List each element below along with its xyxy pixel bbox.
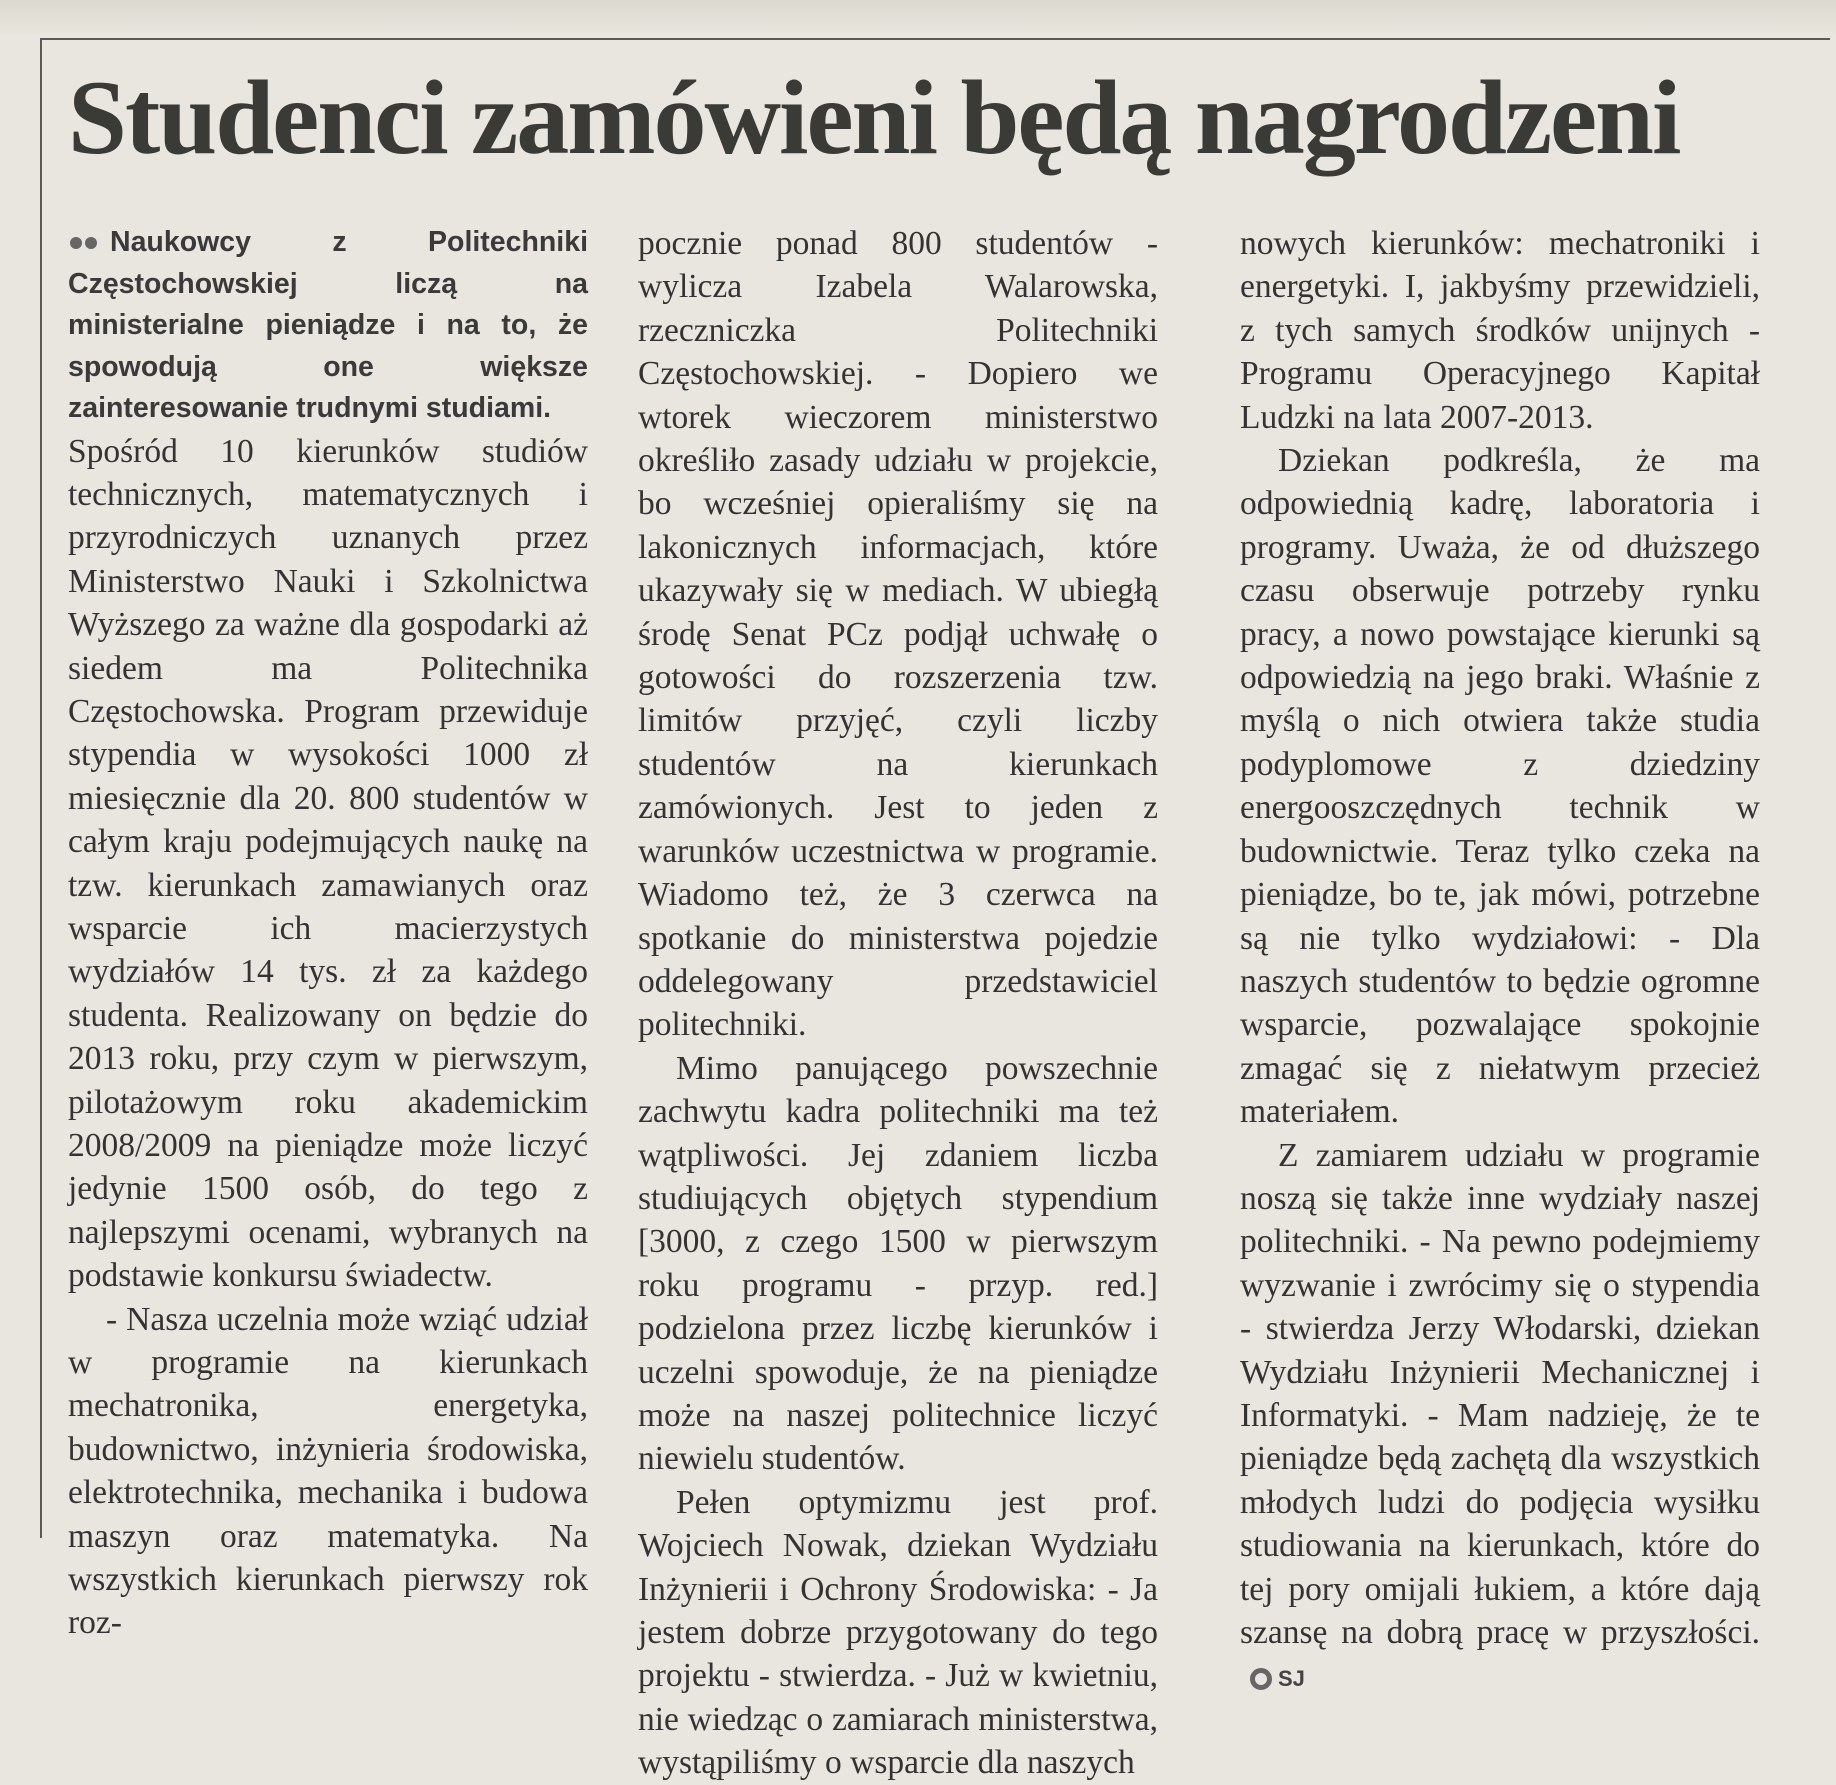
column-2-paragraph-3: Pełen optymizmu jest prof. Wojciech Nowak, dziekan Wydziału Inżynierii i Ochrony Środowiska: - Ja jestem dobrze przygotowany do tego projektu - stwierdza. - Już w kwietniu, nie wiedząc o zamiarach ministerstwa, wystąpiliśmy o wsparcie dla naszych [638, 1483, 1158, 1782]
column-3-paragraph-3-text: Z zamiarem udziału w programie noszą się także inne wydziały naszej politechniki. - Na pewno podejmiemy wyzwanie i zwrócimy się o stypendia - stwierdza Jerzy Włodarski, dziekan Wydziału Inżynierii Mechanicznej i Informatyki. - Mam nadzieję, że te pieniądze będą zachętą dla wszystkich młodych ludzi do podjęcia wysiłku studiowania na kierunkach, które do tej pory omijali łukiem, a które dają szansę na dobrą pracę w przyszłości. [1240, 1136, 1760, 1651]
column-3-paragraph-1: nowych kierunków: mechatroniki i energetyki. I, jakbyśmy przewidzieli, z tych samych środków unijnych - Programu Operacyjnego Kapitał Ludzki na lata 2007-2013. [1240, 225, 1760, 436]
column-3-paragraph-2: Dziekan podkreśla, że ma odpowiednią kadrę, laboratoria i programy. Uważa, że od dłuższego czasu obserwuje potrzeby rynku pracy, a nowo powstające kierunki są odpowiedzią na jego braki. Właśnie z myślą o nich otwiera także studia podyplomowe z dziedziny energooszczędnych technik w budownictwie. Teraz tylko czeka na pieniądze, bo te, jak mówi, potrzebne są nie tylko wydziałowi: - Dla naszych studentów to będzie ogromne wsparcie, pozwalające spokojnie zmagać się z niełatwym przecież materiałem. [1240, 442, 1760, 1131]
author-signature: SJ [1278, 1666, 1305, 1692]
column-2-paragraph-1: pocznie ponad 800 studentów - wylicza Izabela Walarowska, rzeczniczka Politechniki Częstochowskiej. - Dopiero we wtorek wieczorem ministerstwo określiło zasady udziału w projekcie, bo wcześniej opieraliśmy się na lakonicznych informacjach, które ukazywały się w mediach. W ubiegłą środę Senat PCz podjął uchwałę o gotowości do rozszerzenia tzw. limitów przyjęć, czyli liczby studentów na kierunkach zamówionych. Jest to jeden z warunków uczestnictwa w programie. Wiadomo też, że 3 czerwca na spotkanie do ministerstwa pojedzie oddelegowany przedstawiciel politechniki. [638, 225, 1158, 1044]
column-3-paragraph-3 [1240, 1134, 1760, 1701]
article-column-3 [1240, 222, 1760, 1701]
newspaper-clipping [40, 38, 1830, 1782]
previous-page-bleed [0, 0, 1836, 36]
circle-end-mark-icon [1250, 1668, 1272, 1690]
article-headline: Studenci zamówieni będą nagrodzeni [68, 59, 1680, 176]
article-lead [68, 222, 588, 430]
article-column-1 [68, 222, 588, 1645]
column-1-paragraph-1: Spośród 10 kierunków studiów technicznych, matematycznych i przyrodniczych uznanych przez Ministerstwo Nauki i Szkolnictwa Wyższego za ważne dla gospodarki aż siedem ma Politechnika Częstochowska. Program przewiduje stypendia w wysokości 1000 zł miesięcznie dla 20. 800 studentów w całym kraju podejmujących naukę na tzw. kierunkach zamawianych oraz wsparcie ich macierzystych wydziałów 14 tys. zł za każdego studenta. Realizowany on będzie do 2013 roku, przy czym w pierwszym, pilotażowym roku akademickim 2008/2009 na pieniądze może liczyć jedynie 1500 osób, do tego z najlepszymi ocenami, wybranych na podstawie konkursu świadectw. [68, 432, 588, 1295]
column-2-paragraph-2: Mimo panującego powszechnie zachwytu kadra politechniki ma też wątpliwości. Jej zdaniem liczba studiujących objętych stypendium [3000, z czego 1500 w pierwszym roku programu - przyp. red.] podzielona przez liczbę kierunków i uczelni spowoduje, że na pieniądze może na naszej politechnice liczyć niewielu studentów. [638, 1049, 1158, 1478]
lead-text: Naukowcy z Politechniki Częstochowskiej liczą na ministerialne pieniądze i na to, że spowodują one większe zainteresowanie trudnymi studiami. [68, 226, 588, 424]
article-column-2 [638, 222, 1158, 1785]
double-dot-bullet-icon [68, 235, 104, 251]
column-1-paragraph-2: - Nasza uczelnia może wziąć udział w programie na kierunkach mechatronika, energetyka, budownictwo, inżynieria środowiska, elektrotechnika, mechanika i budowa maszyn oraz matematyka. Na wszystkich kierunkach pierwszy rok roz- [68, 1300, 588, 1642]
